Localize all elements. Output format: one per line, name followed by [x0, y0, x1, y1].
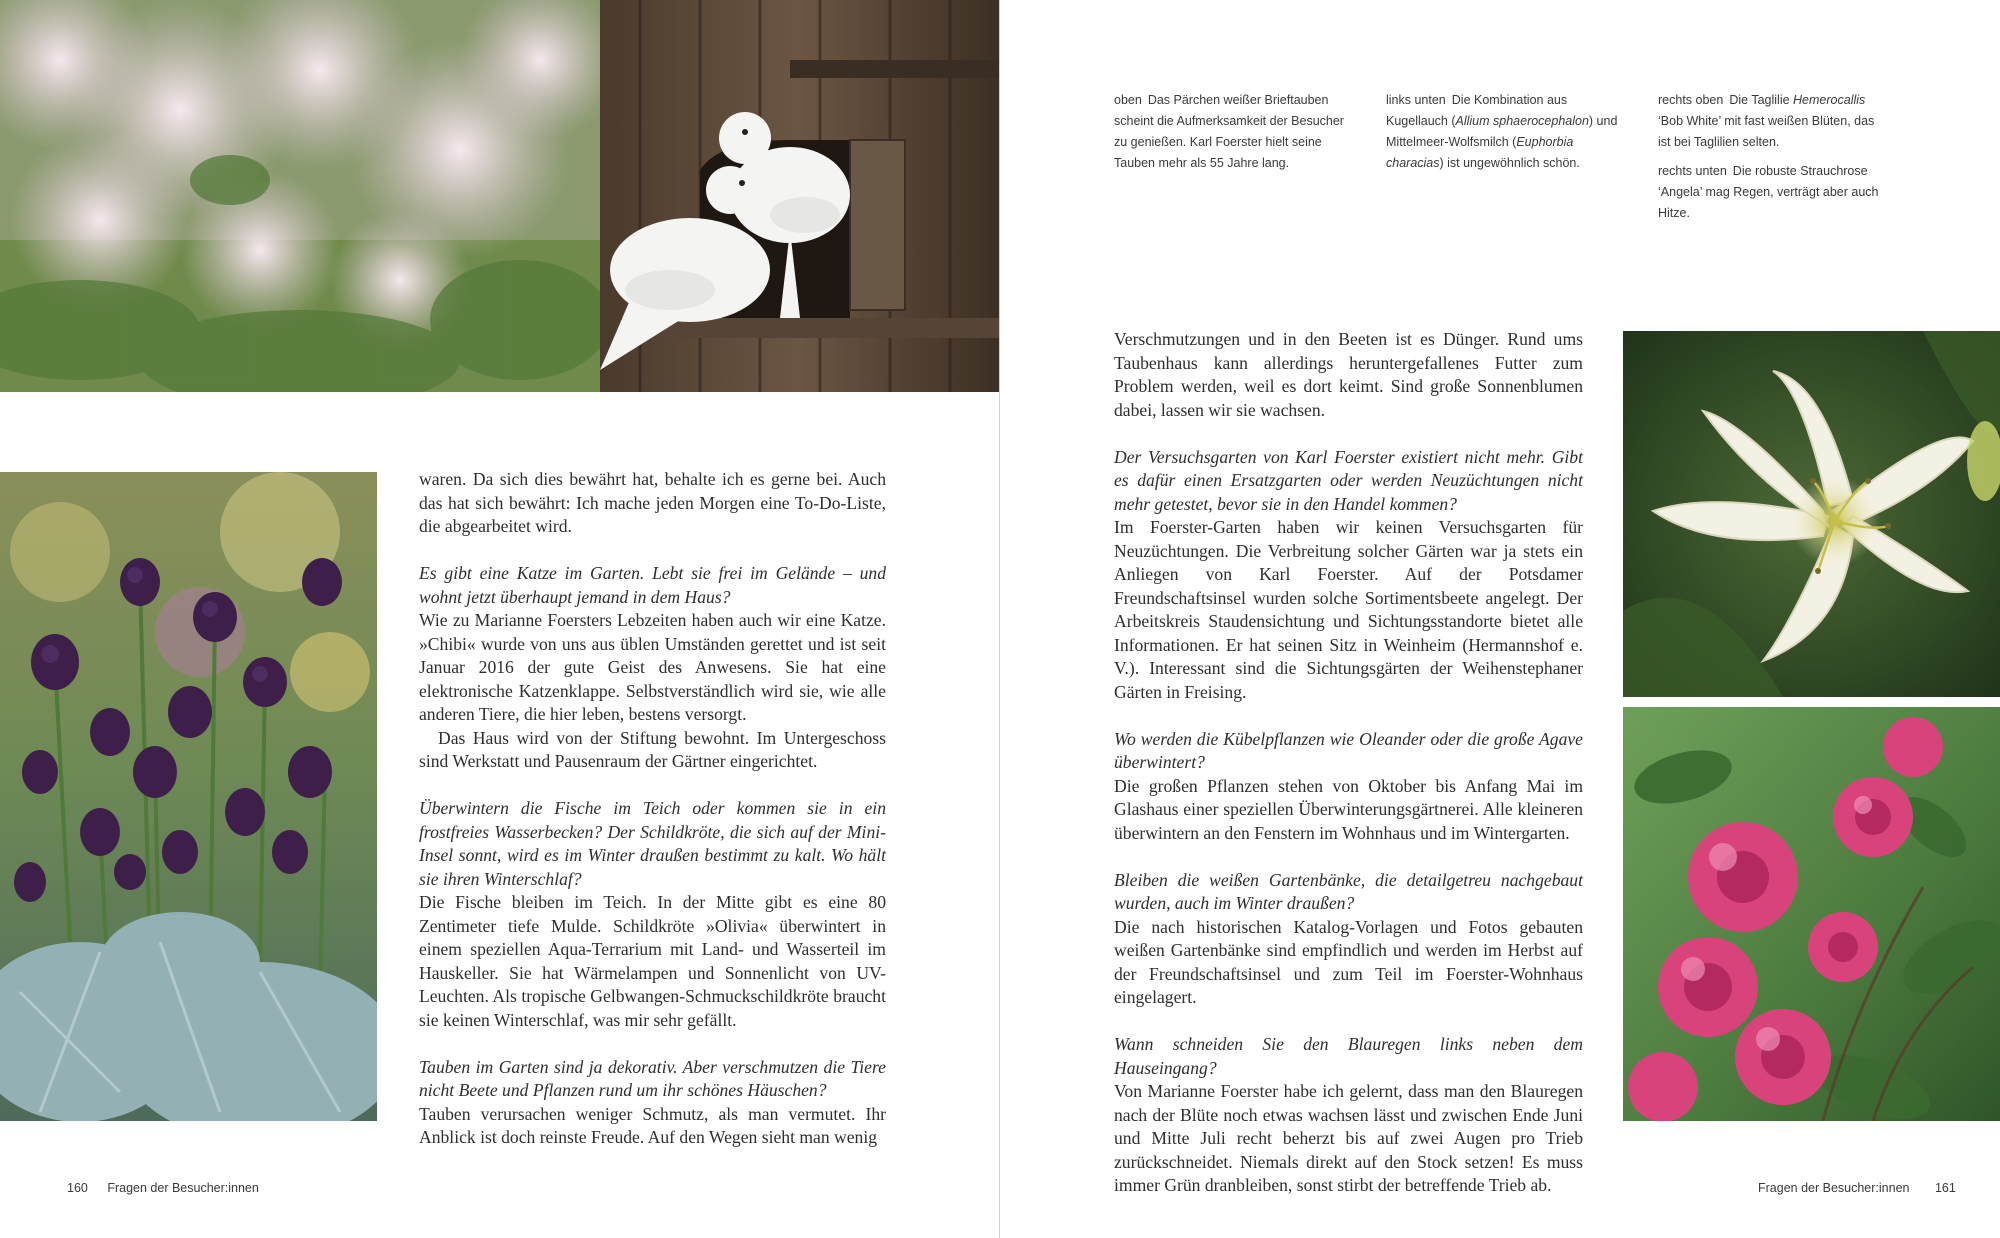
question-paragraph: Wann schneiden Sie den Blauregen links neben dem Hauseingang?	[1114, 1034, 1583, 1078]
caption-label: rechts unten	[1658, 164, 1727, 178]
caption-block	[1114, 90, 1914, 232]
caption-text: ‘Bob White’ mit fast weißen Blüten, das ist bei Taglilien selten.	[1658, 114, 1875, 149]
caption-right-bottom	[1658, 161, 1890, 224]
caption-left-bottom	[1386, 90, 1618, 174]
caption-column-1	[1114, 90, 1346, 232]
caption-label: rechts oben	[1658, 93, 1724, 107]
caption-botanical-name: Allium sphaerocephalon	[1455, 114, 1589, 128]
question-paragraph: Überwintern die Fische im Teich oder kommen sie in ein frostfreies Wasserbecken? Der Schildkröte, die sich auf der Mini-Insel sonnt, wird es im Winter draußen bestimmt zu kalt. Wo hält sie ihren Winterschlaf?	[419, 798, 886, 889]
caption-text: Das Pärchen weißer Brieftauben scheint die Aufmerksamkeit der Besucher zu genießen. Karl Foerster hielt seine Tauben mehr als 55 Jahre lang.	[1114, 93, 1344, 170]
running-head-right: Fragen der Besucher:innen	[1758, 1181, 1910, 1195]
answer-paragraph: Wie zu Marianne Foersters Lebzeiten haben auch wir eine Katze. »Chibi« wurde von uns aus üblen Umständen gerettet und ist seit Januar 2016 der gute Geist des Anwesens. Sie hat eine elektronische Katzenklappe. Selbstverständlich wird sie, wie alle anderen Tiere, die hier leben, bestens versorgt.	[419, 610, 886, 724]
caption-botanical-name: Euphorbia characias	[1386, 135, 1574, 170]
caption-text: ) ist ungewöhnlich schön.	[1439, 156, 1580, 170]
caption-text: Die Taglilie	[1729, 93, 1794, 107]
caption-text: ) und Mittelmeer-Wolfsmilch (	[1386, 114, 1618, 149]
left-body-text	[419, 468, 886, 1150]
question-paragraph: Bleiben die weißen Gartenbänke, die detailgetreu nachgebaut wurden, auch im Winter draußen?	[1114, 869, 1583, 913]
question-paragraph: Wo werden die Kübelpflanzen wie Oleander oder die große Agave überwintert?	[1114, 728, 1583, 772]
caption-column-3	[1658, 90, 1890, 232]
caption-text: Die Kombination aus Kugellauch (	[1386, 93, 1568, 128]
answer-paragraph: Verschmutzungen und in den Beeten ist es Dünger. Rund ums Taubenhaus kann allerdings heruntergefallenes Futter zum Problem werden, weil es dort keimt. Sind große Sonnenblumen dabei, lassen wir sie wachsen.	[1114, 329, 1583, 420]
page-number-right: 161	[1934, 1181, 1956, 1195]
running-head-left: Fragen der Besucher:innen	[107, 1181, 259, 1195]
photo-daylily	[1623, 331, 2000, 697]
answer-paragraph: waren. Da sich dies bewährt hat, behalte ich es gerne bei. Auch das hat sich bewährt: Ich mache jeden Morgen eine To-Do-Liste, die abgearbeitet wird.	[419, 469, 886, 536]
caption-right-top	[1658, 90, 1890, 153]
answer-paragraph: Die nach historischen Katalog-Vorlagen und Fotos gebauten weißen Gartenbänke sind empfindlich und werden im Herbst auf der Freundschaftsinsel und zum Teil im Foerster-Wohnhaus eingelagert.	[1114, 916, 1583, 1007]
answer-paragraph: Die Fische bleiben im Teich. In der Mitte gibt es eine 80 Zentimeter tiefe Mulde. Schildkröte »Olivia« überwintert in einem speziellen Aqua-Terrarium mit Land- und Wasserteil im Hauskeller. Sie hat Wärmelampen und Sonnenlicht von UV-Leuchten. Als tropische Gelbwangen-Schmuckschildkröte braucht sie keinen Winterschlaf, was mir sehr gefällt.	[419, 892, 886, 1030]
page-number-left: 160	[67, 1181, 88, 1195]
caption-botanical-name: Hemerocallis	[1793, 93, 1866, 107]
answer-paragraph: Tauben verursachen weniger Schmutz, als man vermutet. Ihr Anblick ist doch reinste Freude. Auf den Wegen sieht man wenig	[419, 1103, 886, 1147]
question-paragraph: Der Versuchsgarten von Karl Foerster existiert nicht mehr. Gibt es dafür einen Ersatzgarten oder werden Neuzüchtungen nicht mehr getestet, bevor sie in den Handel kommen?	[1114, 446, 1583, 514]
left-footer	[54, 1181, 259, 1195]
right-body-text	[1114, 328, 1583, 1198]
photo-rose	[1623, 707, 2000, 1121]
left-page	[0, 0, 999, 1238]
question-paragraph: Es gibt eine Katze im Garten. Lebt sie frei im Gelände – und wohnt jetzt überhaupt jemand in dem Haus?	[419, 563, 886, 607]
right-footer	[1758, 1181, 1956, 1195]
answer-paragraph: Im Foerster-Garten haben wir keinen Versuchsgarten für Neuzüchtungen. Die Verbreitung solcher Gärten war ja stets ein Anliegen von Karl Foerster. Auf der Potsdamer Freundschaftsinsel wurden solche Sortimentsbeete angelegt. Der Arbeitskreis Staudensichtung und Sichtungsstandorte bietet alle Informationen. Er hat seinen Sitz in Weinheim (Hermannshof e. V.). Interessant sind die Sichtungsgärten der Weihenstephaner Gärten in Freising.	[1114, 517, 1583, 702]
answer-paragraph: Von Marianne Foerster habe ich gelernt, dass man den Blauregen nach der Blüte noch etwas wachsen lässt und zwischen Ende Juni und Mitte Juli recht beherzt bis auf zwei Augen pro Trieb zurückschneidet. Niemals direkt auf den Stock setzen! Es muss immer Grün dranbleiben, sonst stirbt der betreffende Trieb ab.	[1114, 1081, 1583, 1195]
answer-paragraph: Die großen Pflanzen stehen von Oktober bis Anfang Mai im Glashaus einer speziellen Überwinterungsgärtnerei. Alle kleineren überwintern an den Fenstern im Wohnhaus und im Wintergarten.	[1114, 775, 1583, 843]
caption-text: Die robuste Strauchrose ‘Angela’ mag Regen, verträgt aber auch Hitze.	[1658, 164, 1879, 220]
caption-label: links unten	[1386, 93, 1446, 107]
caption-top	[1114, 90, 1346, 174]
answer-paragraph: Das Haus wird von der Stiftung bewohnt. Im Untergeschoss sind Werkstatt und Pausenraum der Gärtner eingerichtet.	[419, 727, 886, 771]
right-page	[1000, 0, 2000, 1238]
caption-column-2	[1386, 90, 1618, 232]
photo-allium	[0, 472, 377, 1121]
question-paragraph: Tauben im Garten sind ja dekorativ. Aber verschmutzen die Tiere nicht Beete und Pflanzen rund um ihr schönes Häuschen?	[419, 1056, 886, 1100]
photo-doves	[0, 0, 999, 392]
caption-label: oben	[1114, 93, 1142, 107]
